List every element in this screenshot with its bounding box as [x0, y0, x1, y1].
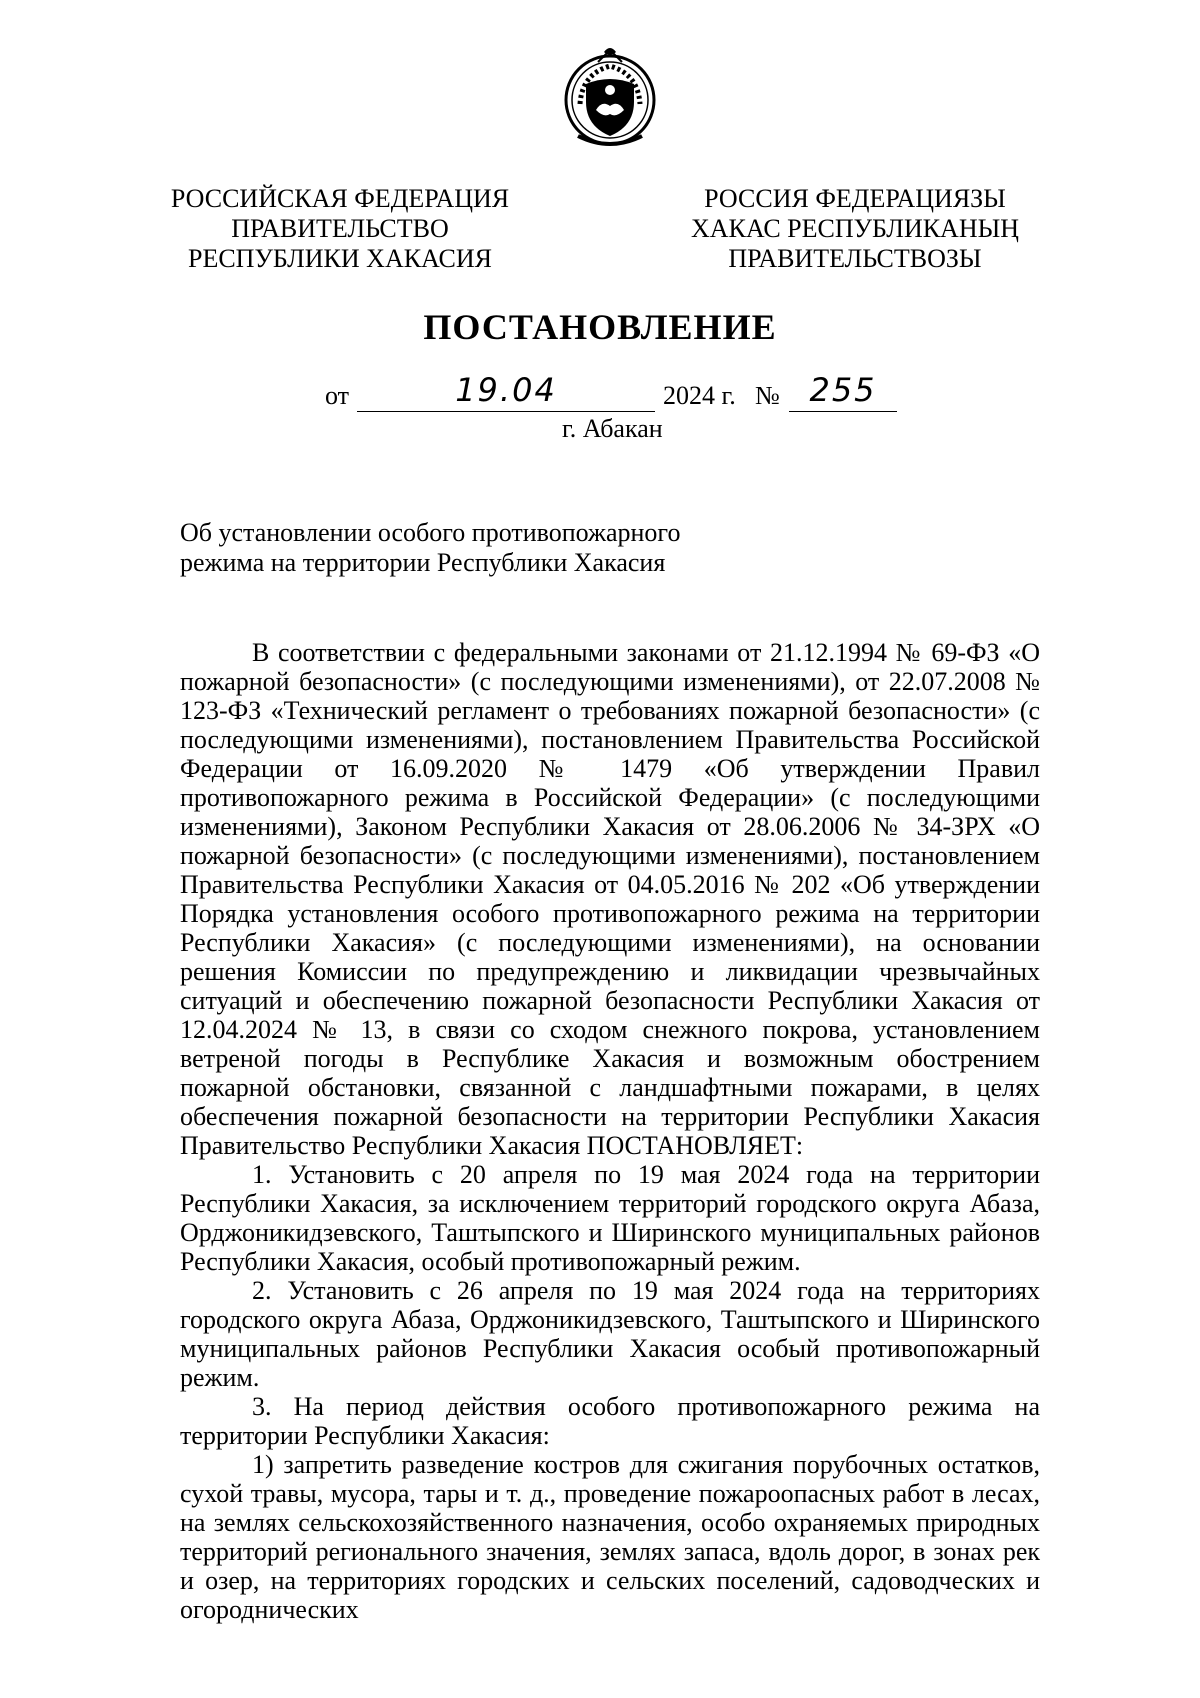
city-label: г. Абакан [562, 414, 663, 443]
coat-of-arms-icon [560, 44, 660, 150]
number-sign: № [755, 381, 780, 410]
subclause-paragraph: 1) запретить разведение костров для сжигания порубочных остатков, сухой травы, мусора, тары и т. д., проведение пожароопасных работ в лесах, на землях сельскохозяйственного назначения, особо охраняемых природных территорий регионального значения, землях запаса, вдоль дорог, в зонах рек и озер, на территориях городских и сельских поселений, садоводческих и огороднических [180, 1450, 1040, 1624]
issuer-line: ХАКАС РЕСПУБЛИКАНЫҢ [690, 214, 1020, 243]
preamble-paragraph: В соответствии с федеральными законами от 21.12.1994 № 69-ФЗ «О пожарной безопасности» (с последующими изменениями), от 22.07.2008 № 123-ФЗ «Технический регламент о требованиях пожарной безопасности» (с последующими изменениями), постановлением Правительства Российской Федерации от 16.09.2020 № 1479 «Об утверждении Правил противопожарного режима в Российской Федерации» (с последующими изменениями), Законом Республики Хакасия от 28.06.2006 № 34-ЗРХ «О пожарной безопасности» (с последующими изменениями), постановлением Правительства Республики Хакасия от 04.05.2016 № 202 «Об утверждении Порядка установления особого противопожарного режима на территории Республики Хакасия» (с последующими изменениями), на основании решения Комиссии по предупреждению и ликвидации чрезвычайных ситуаций и обеспечению пожарной безопасности Республики Хакасия от 12.04.2024 № 13, в связи со сходом снежного покрова, установлением ветреной погоды в Республике Хакасия и возможным обострением пожарной обстановки, связанной с ландшафтными пожарами, в целях обеспечения пожарной безопасности на территории Республики Хакасия Правительство Республики Хакасия ПОСТАНОВЛЯЕТ: [180, 638, 1040, 1160]
issuer-line: РОССИЯ ФЕДЕРАЦИЯЗЫ [704, 184, 1006, 213]
clause-paragraph: 1. Установить с 20 апреля по 19 мая 2024 года на территории Республики Хакасия, за исключением территорий городского округа Абаза, Орджоникидзевского, Таштыпского и Ширинского муниципальных районов Республики Хакасия, особый противопожарный режим. [180, 1160, 1040, 1276]
issuer-line: РЕСПУБЛИКИ ХАКАСИЯ [187, 244, 492, 273]
issuer-line: ПРАВИТЕЛЬСТВОЗЫ [728, 244, 982, 273]
document-subject [180, 518, 680, 578]
handwritten-number: 255 [809, 371, 877, 409]
subject-line: режима на территории Республики Хакасия [180, 548, 666, 577]
date-prefix: от [325, 381, 350, 410]
date-field [357, 373, 655, 412]
date-number-line [325, 373, 925, 413]
handwritten-date: 19.04 [455, 371, 557, 409]
document-body [180, 638, 1040, 1624]
number-field [789, 373, 897, 412]
year-label: 2024 г. [663, 381, 736, 410]
issuer-khakas [680, 184, 1030, 274]
clause-paragraph: 2. Установить с 26 апреля по 19 мая 2024 года на территориях городского округа Абаза, Орджоникидзевского, Таштыпского и Ширинского муниципальных районов Республики Хакасия особый противопожарный режим. [180, 1276, 1040, 1392]
issuer-line: РОССИЙСКАЯ ФЕДЕРАЦИЯ [170, 184, 510, 213]
clause-paragraph: 3. На период действия особого противопожарного режима на территории Республики Хакасия: [180, 1392, 1040, 1450]
issuer-line: ПРАВИТЕЛЬСТВО [231, 214, 449, 243]
issuer-russian [170, 184, 510, 274]
document-title: ПОСТАНОВЛЕНИЕ [423, 307, 777, 347]
subject-line: Об установлении особого противопожарного [180, 518, 681, 547]
